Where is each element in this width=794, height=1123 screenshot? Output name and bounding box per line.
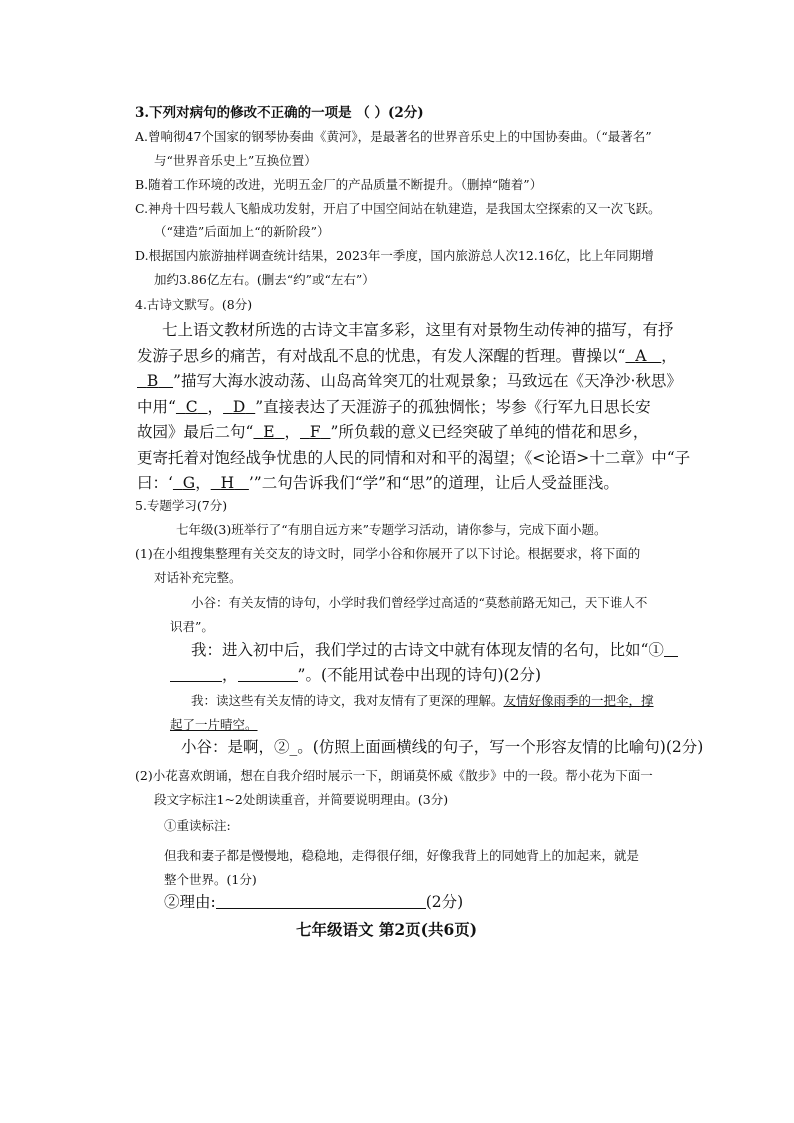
me-dialogue1-comma: ， — [222, 666, 238, 684]
q4-line5-comma: ， — [284, 423, 300, 441]
q4-line2-text: 发游子思乡的痛苦，有对战乱不息的忧患，有发人深醒的哲理。曹操以“ — [137, 347, 626, 365]
blank-c[interactable] — [176, 398, 208, 416]
q3-option-b: B.随着工作环境的改进，光明五金厂的产品质量不断提升。（删掉“随着”） — [135, 177, 543, 192]
blank-h[interactable] — [211, 474, 249, 492]
q4-line1: 七上语文教材所选的古诗文丰富多彩，这里有对景物生动传神的描写，有抒 — [162, 321, 674, 339]
q5-part2-line2: 段文字标注1~2处朗读重音，并简要说明理由。(3分) — [154, 792, 449, 807]
stress-mark-label: ①重读标注: — [164, 818, 231, 833]
answer-blank-1b[interactable] — [170, 667, 222, 682]
q5-part1-line2: 对话补充完整。 — [154, 570, 242, 585]
xiaogu-dialogue2: 小谷：是啊，②_。(仿照上面画横线的句子，写一个形容友情的比喻句)(2分) — [181, 738, 704, 756]
me-dialogue2-line1 — [191, 691, 654, 709]
xiaogu-dialogue1-line2: 识君”。 — [170, 619, 214, 634]
q5-stem: 5.专题学习(7分) — [135, 498, 228, 513]
q5-part2-line1: (2)小花喜欢朗诵，想在自我介绍时展示一下，朗诵莫怀威《散步》中的一段。帮小花为下面一 — [135, 768, 653, 783]
q4-line5 — [137, 420, 648, 442]
me-dialogue1-line2 — [170, 663, 541, 685]
blank-f-label: F — [309, 423, 321, 441]
reason-label: ②理由: — [164, 893, 216, 911]
xiaogu-dialogue1-line1: 小谷：有关友情的诗句，小学时我们曾经学过高适的“莫愁前路无知己，天下谁人不 — [191, 595, 648, 610]
blank-g-label: G — [182, 474, 196, 492]
q4-line7-post: ’”二句告诉我们“学”和“思”的道理，让后人受益匪浅。 — [248, 474, 619, 492]
q3-option-d-line1: D.根据国内旅游抽样调查统计结果，2023年一季度，国内旅游总人次12.16亿，比上年同期增 — [135, 248, 654, 263]
q4-line3-text: ”描写大海水波动荡、山岛高耸突兀的壮观景象；马致远在《天净沙·秋思》 — [173, 372, 682, 390]
blank-d[interactable] — [223, 398, 255, 416]
blank-e-label: E — [263, 423, 275, 441]
me-dialogue1-note: ”。(不能用试卷中出现的诗句)(2分) — [297, 666, 541, 684]
q3-option-a-line2: 与“世界音乐史上”互换位置） — [154, 153, 317, 168]
blank-e[interactable] — [253, 423, 284, 441]
blank-f[interactable] — [300, 423, 330, 441]
reason-score: (2分) — [425, 893, 464, 911]
blank-b[interactable] — [137, 372, 173, 390]
q4-line5-pre: 故园》最后二句“ — [137, 423, 254, 441]
answer-blank-1c[interactable] — [238, 667, 298, 682]
q3-option-d-line2: 加约3.86亿左右。(删去“约”或“左右”） — [154, 272, 375, 287]
blank-a[interactable] — [625, 347, 661, 365]
q4-stem: 4.古诗文默写。(8分) — [135, 297, 253, 312]
q4-line2 — [137, 344, 677, 366]
underlined-sentence-part2: 起了一片晴空。 — [170, 717, 258, 732]
q3-option-c-line2: （“建造”后面加上“的新阶段”） — [154, 224, 330, 239]
q4-line3 — [137, 369, 682, 391]
q4-line4 — [137, 395, 651, 417]
q4-line4-comma: ， — [207, 398, 224, 416]
blank-d-label: D — [232, 398, 246, 416]
q4-line6: 更寄托着对饱经战争忧患的人民的同情和对和平的渴望；《<论语>十二章》中“子 — [137, 449, 691, 467]
reason-line — [164, 890, 463, 912]
blank-b-label: B — [146, 372, 159, 390]
q4-line2-end: ， — [661, 347, 677, 365]
me-dialogue1-text: 我：进入初中后，我们学过的古诗文中就有体现友情的名句，比如“① — [191, 641, 664, 659]
blank-g[interactable] — [173, 474, 195, 492]
page-footer: 七年级语文 第2页(共6页) — [296, 920, 478, 939]
me-dialogue2-text: 我：读这些有关友情的诗文，我对友情有了更深的理解。 — [191, 693, 504, 708]
blank-h-label: H — [220, 474, 235, 492]
answer-blank-1a[interactable] — [664, 642, 678, 657]
q5-part1-line1: (1)在小组搜集整理有关交友的诗文时，同学小谷和你展开了以下讨论。根据要求，将下面的 — [135, 546, 641, 561]
reading-text-line2: 整个世界。(1分) — [164, 872, 257, 887]
underlined-sentence-part1: 友情好像雨季的一把伞，撑 — [503, 693, 654, 708]
q5-intro: 七年级(3)班举行了“有朋自远方来”专题学习活动，请你参与，完成下面小题。 — [176, 522, 607, 537]
q4-line4-pre: 中用“ — [137, 398, 176, 416]
me-dialogue1-line1 — [191, 638, 678, 660]
reason-answer-blank[interactable] — [216, 894, 426, 909]
q3-option-a-line1: A.曾响彻47个国家的钢琴协奏曲《黄河》，是最著名的世界音乐史上的中国协奏曲。（“最著名” — [135, 129, 652, 144]
q4-line7-comma: ， — [195, 474, 211, 492]
q3-option-c-line1: C.神舟十四号载人飞船成功发射，开启了中国空间站在轨建造，是我国太空探索的又一次飞跃。 — [135, 201, 661, 216]
blank-c-label: C — [185, 398, 198, 416]
q4-line7-pre: 曰：‘ — [137, 474, 173, 492]
q3-stem: 3.下列对病句的修改不正确的一项是 （ ）(2分) — [135, 105, 424, 121]
reading-text-line1: 但我和妻子都是慢慢地，稳稳地，走得很仔细，好像我背上的同她背上的加起来，就是 — [164, 848, 640, 863]
q4-line5-post: ”所负载的意义已经突破了单纯的惜花和思乡， — [330, 423, 649, 441]
q4-line7 — [137, 471, 619, 493]
q4-line4-post: ”直接表达了天涯游子的孤独惆怅；岑参《行军九日思长安 — [255, 398, 651, 416]
blank-a-label: A — [635, 347, 647, 365]
